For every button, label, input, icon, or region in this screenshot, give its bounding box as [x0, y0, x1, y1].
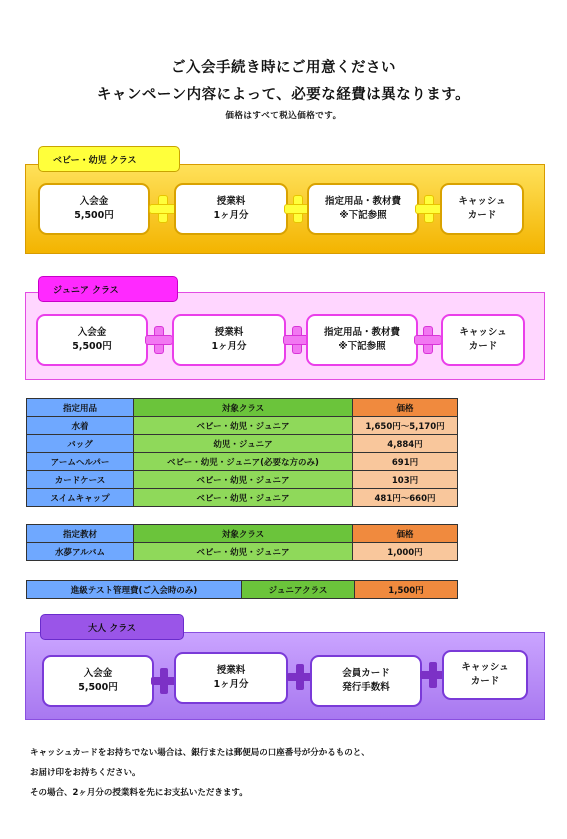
box-label: 授業料 [214, 327, 244, 338]
plus-icon [150, 196, 176, 222]
box-value: 5,500円 [78, 682, 118, 693]
box-value: カード [470, 676, 500, 687]
table-cell: 水着 [27, 417, 134, 435]
table-header-cell: 指定用品 [27, 399, 134, 417]
table-cell: 幼児・ジュニア [134, 435, 353, 453]
table-cell: ベビー・幼児・ジュニア(必要な方のみ) [134, 453, 353, 471]
box-label: 指定用品・教材費 [324, 196, 401, 207]
table-cell: スイムキャップ [27, 489, 134, 507]
footer-note-line1: キャッシュカードをお持ちでない場合は、銀行または郵便局の口座番号が分かるものと、 [30, 748, 370, 758]
baby-supplies-box [307, 183, 419, 235]
box-value: 5,500円 [74, 210, 114, 221]
table-header-cell: 価格 [353, 399, 458, 417]
table-row [27, 453, 458, 471]
page-subtitle: キャンペーン内容によって、必要な経費は異なります。 [96, 87, 471, 103]
table-cell: カードケース [27, 471, 134, 489]
baby-enrollment-fee-box [38, 183, 150, 235]
page-title: ご入会手続き時にご用意ください [171, 60, 396, 76]
box-value: 発行手数料 [342, 682, 390, 693]
baby-class-tag: ベビー・幼児 クラス [38, 146, 180, 172]
box-value: 5,500円 [72, 341, 112, 352]
table-cell: 103円 [353, 471, 458, 489]
box-label: キャッシュ [458, 196, 506, 207]
baby-cash-card-box [440, 183, 524, 235]
tax-note: 価格はすべて税込価格です。 [225, 111, 342, 121]
table-row [27, 489, 458, 507]
table-row [27, 417, 458, 435]
table-cell: 691円 [353, 453, 458, 471]
table-row [27, 471, 458, 489]
table-header-cell: 対象クラス [134, 525, 353, 543]
table-row [27, 435, 458, 453]
adult-class-tag: 大人 クラス [40, 614, 184, 640]
table-header-row [27, 525, 458, 543]
table-cell: 1,650円～5,170円 [353, 417, 458, 435]
table-header-cell: 指定教材 [27, 525, 134, 543]
adult-enrollment-fee-box [42, 655, 154, 707]
box-label: キャッシュ [461, 662, 509, 673]
table-row [27, 543, 458, 561]
supplies-price-table [26, 398, 458, 507]
junior-tuition-box [172, 314, 286, 366]
test-fee-table [26, 580, 458, 599]
box-value: 1ヶ月分 [213, 679, 249, 690]
adult-cash-card-box [442, 650, 528, 700]
adult-member-card-fee-box [310, 655, 422, 707]
table-cell: ベビー・幼児・ジュニア [134, 417, 353, 435]
table-cell: 1,000円 [353, 543, 458, 561]
table-cell: ベビー・幼児・ジュニア [134, 489, 353, 507]
baby-tuition-box [174, 183, 288, 235]
adult-tuition-box [174, 652, 288, 704]
box-label: 入会金 [83, 668, 113, 679]
test-fee-target: ジュニアクラス [242, 581, 355, 599]
table-cell: バッグ [27, 435, 134, 453]
test-fee-label: 進級テスト管理費(ご入会時のみ) [27, 581, 242, 599]
plus-icon [415, 327, 441, 353]
table-header-row [27, 399, 458, 417]
table-header-cell: 対象クラス [134, 399, 353, 417]
box-label: 授業料 [216, 196, 246, 207]
footer-note-line2: お届け印をお持ちください。 [30, 768, 141, 778]
footer-note-line3: その場合、2ヶ月分の授業料を先にお支払いただきます。 [30, 788, 248, 798]
box-value: カード [468, 341, 498, 352]
table-header-cell: 価格 [353, 525, 458, 543]
junior-enrollment-fee-box [36, 314, 148, 366]
box-label: 入会金 [77, 327, 107, 338]
table-row [27, 581, 458, 599]
box-value: ※下記参照 [339, 210, 387, 221]
box-value: 1ヶ月分 [211, 341, 247, 352]
materials-price-table [26, 524, 458, 561]
box-value: カード [467, 210, 497, 221]
junior-supplies-box [306, 314, 418, 366]
table-cell: ベビー・幼児・ジュニア [134, 471, 353, 489]
box-label: 授業料 [216, 665, 246, 676]
box-label: 指定用品・教材費 [323, 327, 400, 338]
table-cell: 水夢アルバム [27, 543, 134, 561]
box-label: 会員カード [342, 668, 390, 679]
test-fee-price: 1,500円 [355, 581, 458, 599]
table-cell: 4,884円 [353, 435, 458, 453]
box-value: ※下記参照 [338, 341, 386, 352]
junior-class-tag: ジュニア クラス [38, 276, 178, 302]
box-value: 1ヶ月分 [213, 210, 249, 221]
plus-icon [146, 327, 172, 353]
box-label: キャッシュ [459, 327, 507, 338]
table-cell: アームヘルパー [27, 453, 134, 471]
junior-cash-card-box [441, 314, 525, 366]
table-cell: ベビー・幼児・ジュニア [134, 543, 353, 561]
table-cell: 481円～660円 [353, 489, 458, 507]
box-label: 入会金 [79, 196, 109, 207]
plus-icon [416, 196, 442, 222]
